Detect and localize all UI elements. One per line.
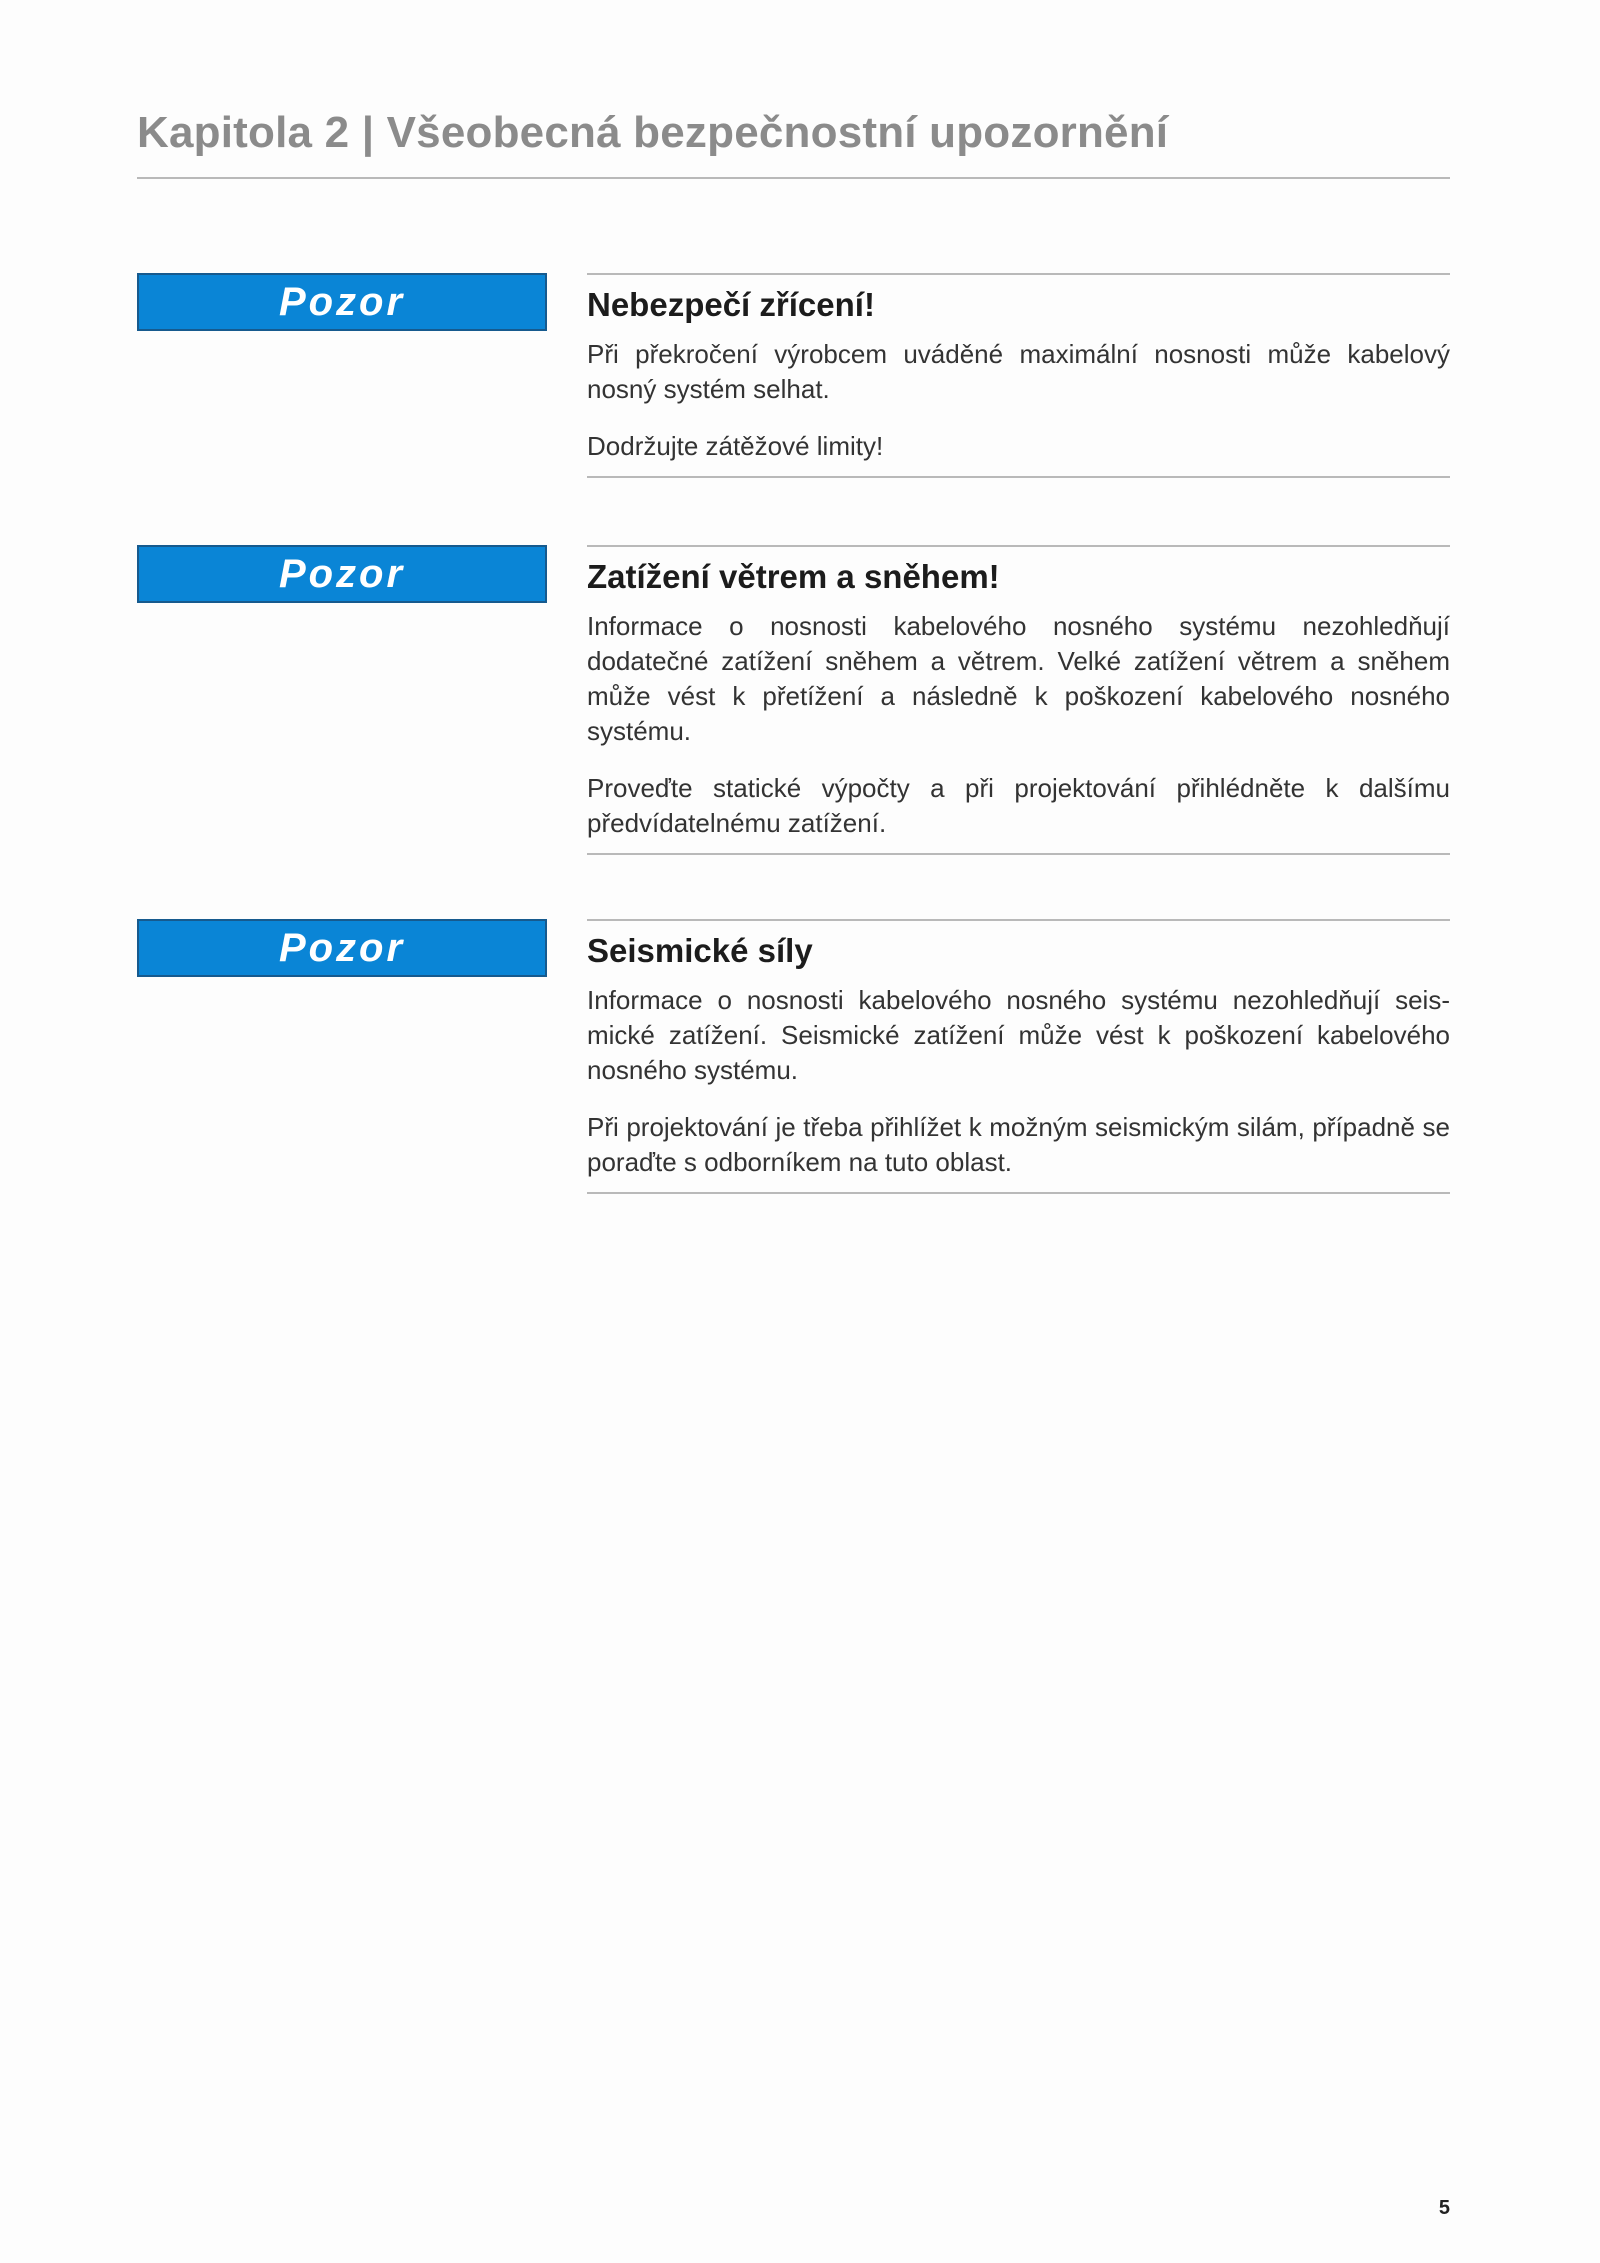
warning-heading: Nebezpečí zřícení! (587, 286, 875, 323)
warning-paragraph: Dodržujte zátěžové limity! (587, 431, 884, 461)
page-number: 5 (1438, 2197, 1450, 2219)
page-header (137, 105, 1450, 179)
warning-content (587, 273, 1450, 478)
warning-paragraph: Při projektování je třeba přihlížet k možným seismickým silám, případně se poraďte s odborníkem na tuto oblast. (587, 1112, 1450, 1177)
warning-paragraph: Informace o nosnosti kabelového nosného systému nezohledňují seis-mické zatížení. Seismické zatížení může vést k poškození kabelového nosného systému. (587, 985, 1450, 1085)
caution-badge-label: Pozor (278, 280, 406, 324)
warning-content (587, 545, 1450, 855)
caution-badge (137, 273, 547, 331)
warning-heading: Seismické síly (587, 932, 813, 969)
warning-paragraph: Při překročení výrobcem uváděné maximální nosnosti může kabelový nosný systém selhat. (587, 339, 1450, 404)
warning-heading: Zatížení větrem a sněhem! (587, 558, 1000, 595)
caution-badge-label: Pozor (278, 552, 406, 596)
warning-content (587, 919, 1450, 1194)
caution-badge (137, 919, 547, 977)
page-title: Kapitola 2 | Všeobecná bezpečnostní upozornění (137, 108, 1169, 157)
caution-badge-label: Pozor (278, 926, 406, 970)
caution-badge (137, 545, 547, 603)
warning-paragraph: Informace o nosnosti kabelového nosného systému nezohledňují dodatečné zatížení sněhem a větrem. Velké zatížení větrem a sněhem může vést k přetížení a následně k poškození kabelového nosného systému. (587, 611, 1450, 746)
warning-paragraph: Proveďte statické výpočty a při projektování přihlédněte k dalšímu předvídatelnému zatížení. (587, 773, 1450, 838)
